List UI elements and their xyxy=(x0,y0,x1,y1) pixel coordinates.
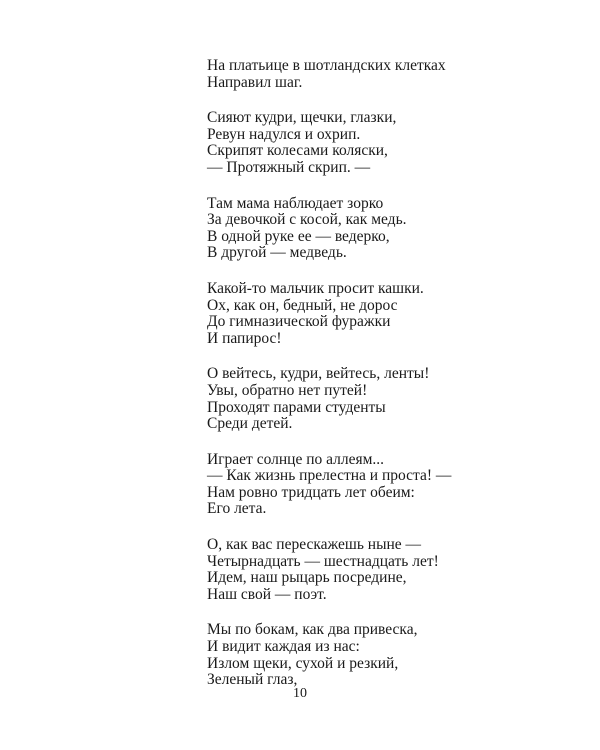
poem-line: — Как жизнь прелестна и проста! — xyxy=(207,467,452,485)
poem-line: Проходят парами студенты xyxy=(207,398,386,416)
stanza-1 xyxy=(207,58,567,91)
poem-line: И видит каждая из нас: xyxy=(207,638,360,656)
poem-line: Идем, наш рыцарь посредине, xyxy=(207,569,407,587)
poem-line: Играет солнце по аллеям... xyxy=(207,450,385,468)
poem-line: Какой-то мальчик просит кашки. xyxy=(207,279,424,297)
stanza-7 xyxy=(207,537,567,603)
stanza-4 xyxy=(207,281,567,347)
poem-line: Наш свой — поэт. xyxy=(207,585,327,603)
stanza-5 xyxy=(207,366,567,432)
poem-line: Среди детей. xyxy=(207,415,293,433)
poem-line: О вейтесь, кудри, вейтесь, ленты! xyxy=(207,365,430,383)
poem-line: Там мама наблюдает зорко xyxy=(207,194,384,212)
poem-line: Скрипят колесами коляски, xyxy=(207,142,388,160)
stanza-6 xyxy=(207,452,567,518)
poem-line: Мы по бокам, как два привеска, xyxy=(207,621,418,639)
poem-line: Ревун надулся и охрип. xyxy=(207,125,361,143)
stanza-8 xyxy=(207,622,567,688)
poem-line: Его лета. xyxy=(207,500,267,518)
poem-line: На платьице в шотландских клетках xyxy=(207,57,446,74)
poem-line: Направил шаг. xyxy=(207,73,303,91)
poem-line: Сияют кудри, щечки, глазки, xyxy=(207,109,397,127)
poem-line: Зеленый глаз, xyxy=(207,671,298,689)
poem-line: — Протяжный скрип. — xyxy=(207,158,371,176)
poem-line: Увы, обратно нет путей! xyxy=(207,381,368,399)
stanza-3 xyxy=(207,196,567,262)
stanza-2 xyxy=(207,110,567,176)
poem-line: Ох, как он, бедный, не дорос xyxy=(207,296,398,314)
poem-text xyxy=(207,58,567,708)
poem-line: Излом щеки, сухой и резкий, xyxy=(207,654,399,672)
poem-line: Четырнадцать — шестнадцать лет! xyxy=(207,552,439,570)
poem-line: Нам ровно тридцать лет обеим: xyxy=(207,483,415,501)
poem-line: И папирос! xyxy=(207,329,282,347)
poem-line: До гимназической фуражки xyxy=(207,313,391,331)
poem-line: В другой — медведь. xyxy=(207,244,347,262)
poem-line: В одной руке ее — ведерко, xyxy=(207,227,390,245)
page-number: 10 xyxy=(293,686,307,701)
poem-line: За девочкой с косой, как медь. xyxy=(207,211,407,229)
poem-line: О, как вас перескажешь ныне — xyxy=(207,536,422,554)
